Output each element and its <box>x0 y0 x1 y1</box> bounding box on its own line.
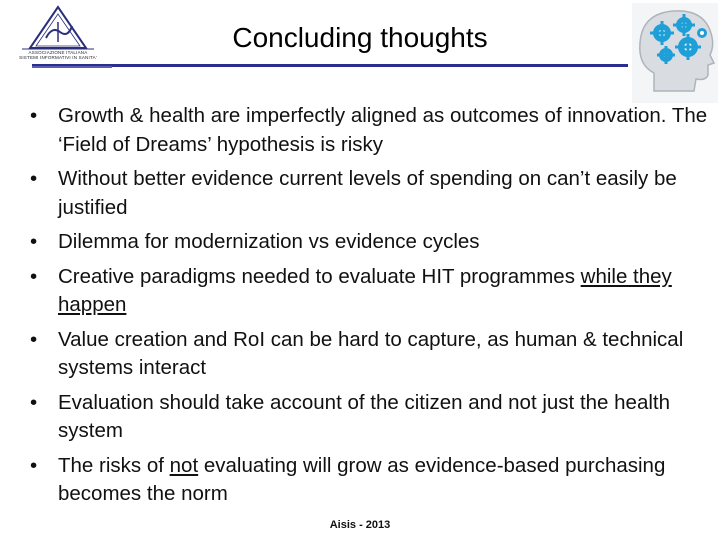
bullet-dot: • <box>30 264 38 288</box>
bullet-dot: • <box>30 230 38 253</box>
title-divider-accent <box>32 66 112 68</box>
bullet-item <box>28 228 708 257</box>
bullet-text: evaluating will grow as evidence-based purchasing becomes the norm <box>58 453 666 505</box>
logo-org-line2: SISTEMI INFORMATIVI IN SANITA' <box>19 55 97 60</box>
bullet-text: Without better evidence current levels of spending on can’t easily be justified <box>58 167 677 219</box>
bullet-list <box>28 102 708 515</box>
bullet-item <box>28 263 708 320</box>
bullet-item <box>28 452 708 509</box>
title-divider <box>32 64 628 67</box>
logo-org-line1: ASSOCIAZIONE ITALIANA <box>28 50 88 55</box>
head-gears-icon <box>632 3 718 103</box>
bullet-dot: • <box>30 327 38 351</box>
bullet-text: Value creation and RoI can be hard to capture, as human & technical systems interact <box>58 327 684 379</box>
bullet-dot: • <box>30 453 38 477</box>
bullet-underlined-text: not <box>169 453 199 477</box>
bullet-dot: • <box>30 390 38 414</box>
bullet-dot: • <box>30 167 38 190</box>
bullet-item <box>28 165 708 222</box>
bullet-text: Growth & health are imperfectly aligned as outcomes of innovation. The ‘Field of Dreams’ hypothesis is risky <box>58 104 708 156</box>
bullet-item <box>28 102 708 159</box>
footer-text: Aisis - 2013 <box>329 519 391 531</box>
aisis-logo-icon <box>8 4 108 68</box>
bullet-text: Dilemma for modernization vs evidence cycles <box>58 230 480 253</box>
bullet-item <box>28 389 708 446</box>
bullet-dot: • <box>30 104 38 127</box>
bullet-text: Creative paradigms needed to evaluate HIT programmes <box>58 264 581 288</box>
bullet-text: The risks of <box>58 453 170 477</box>
slide-title: Concluding thoughts <box>232 22 488 53</box>
bullet-text: Evaluation should take account of the citizen and not just the health system <box>58 390 670 442</box>
bullet-item <box>28 326 708 383</box>
bullet-underlined-text: while they happen <box>58 264 672 316</box>
